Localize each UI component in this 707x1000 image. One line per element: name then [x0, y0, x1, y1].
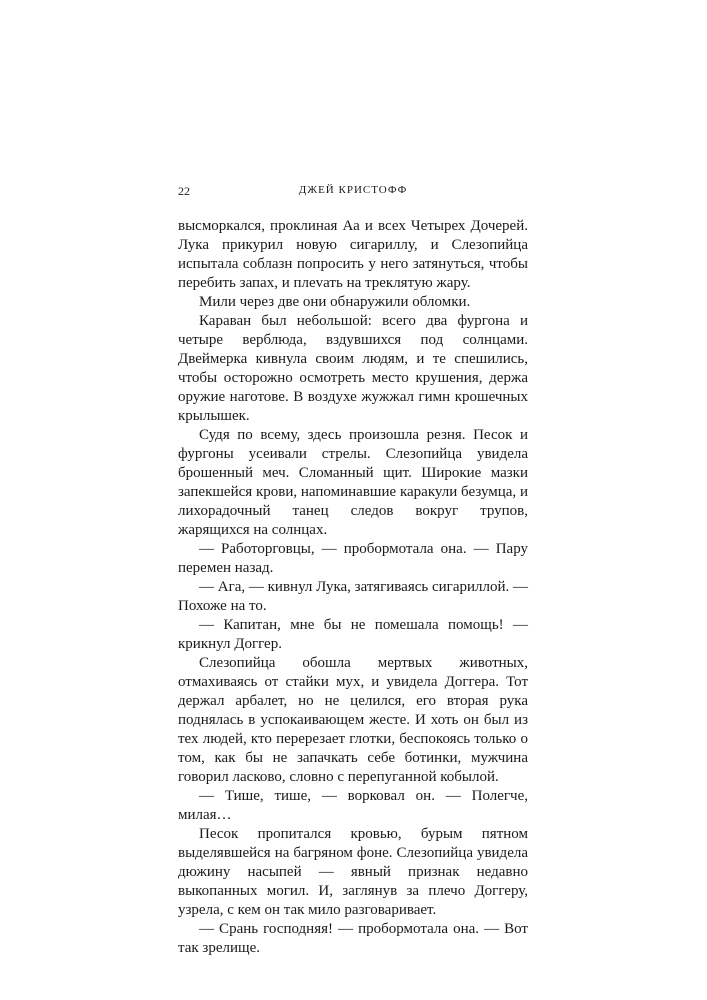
- running-title: ДЖЕЙ КРИСТОФФ: [298, 184, 408, 196]
- page-number: 22: [178, 184, 190, 198]
- body-text: [178, 217, 528, 958]
- paragraph: — Срань господняя! — пробормотала она. — Вот так зрелище.: [178, 921, 528, 956]
- paragraph: — Ага, — кивнул Лука, затягиваясь сигариллой. — Похоже на то.: [178, 579, 529, 614]
- paragraph: высморкался, проклиная Аа и всех Четырех Дочерей. Лука прикурил новую сигариллу, и Слезопийца испытала соблазн попросить у него затянуться, чтобы перебить запах, и плеvать на треклятую жару.: [178, 218, 528, 291]
- book-page: [178, 184, 528, 958]
- paragraph: Песок пропитался кровью, бурым пятном выделявшейся на багряном фоне. Слезопийца увидела дюжину насыпей — явный признак недавно выкопанных могил. И, заглянув за плечо Доггеру, узрела, с кем он так мило разговаривает.: [178, 826, 528, 918]
- paragraph: — Тише, тише, — ворковал он. — Полегче, милая…: [178, 788, 528, 823]
- paragraph: Мили через две они обнаружили обломки.: [199, 294, 471, 310]
- paragraph: — Капитан, мне бы не помешала помощь! — крикнул Доггер.: [178, 617, 528, 652]
- paragraph: Слезопийца обошла мертвых животных, отмахиваясь от стайки мух, и увидела Доггера. Тот держал арбалет, но не целился, его вторая рука поднялась в успокаивающем жесте. И хоть он был из тех людей, кто перерезает глотки, беспокоясь только о том, как бы не запачкать себе ботинки, мужчина говорил ласково, словно с перепуганной кобылой.: [178, 655, 528, 785]
- paragraph: Судя по всему, здесь произошла резня. Песок и фургоны усеивали стрелы. Слезопийца увидела брошенный меч. Сломанный щит. Широкие мазки запекшейся крови, напоминавшие каракули безумца, и лихорадочный танец следов вокруг трупов, жарящихся на солнцах.: [178, 427, 528, 538]
- paragraph: — Работорговцы, — пробормотала она. — Пару перемен назад.: [178, 541, 528, 576]
- running-header: [178, 184, 528, 204]
- paragraph: Караван был небольшой: всего два фургона и четыре верблюда, вздувшихся под солнцами. Двеймерка кивнула своим людям, и те спешились, чтобы осторожно осмотреть место крушения, держа оружие наготове. В воздухе жужжал гимн крошечных крылышек.: [178, 313, 528, 424]
